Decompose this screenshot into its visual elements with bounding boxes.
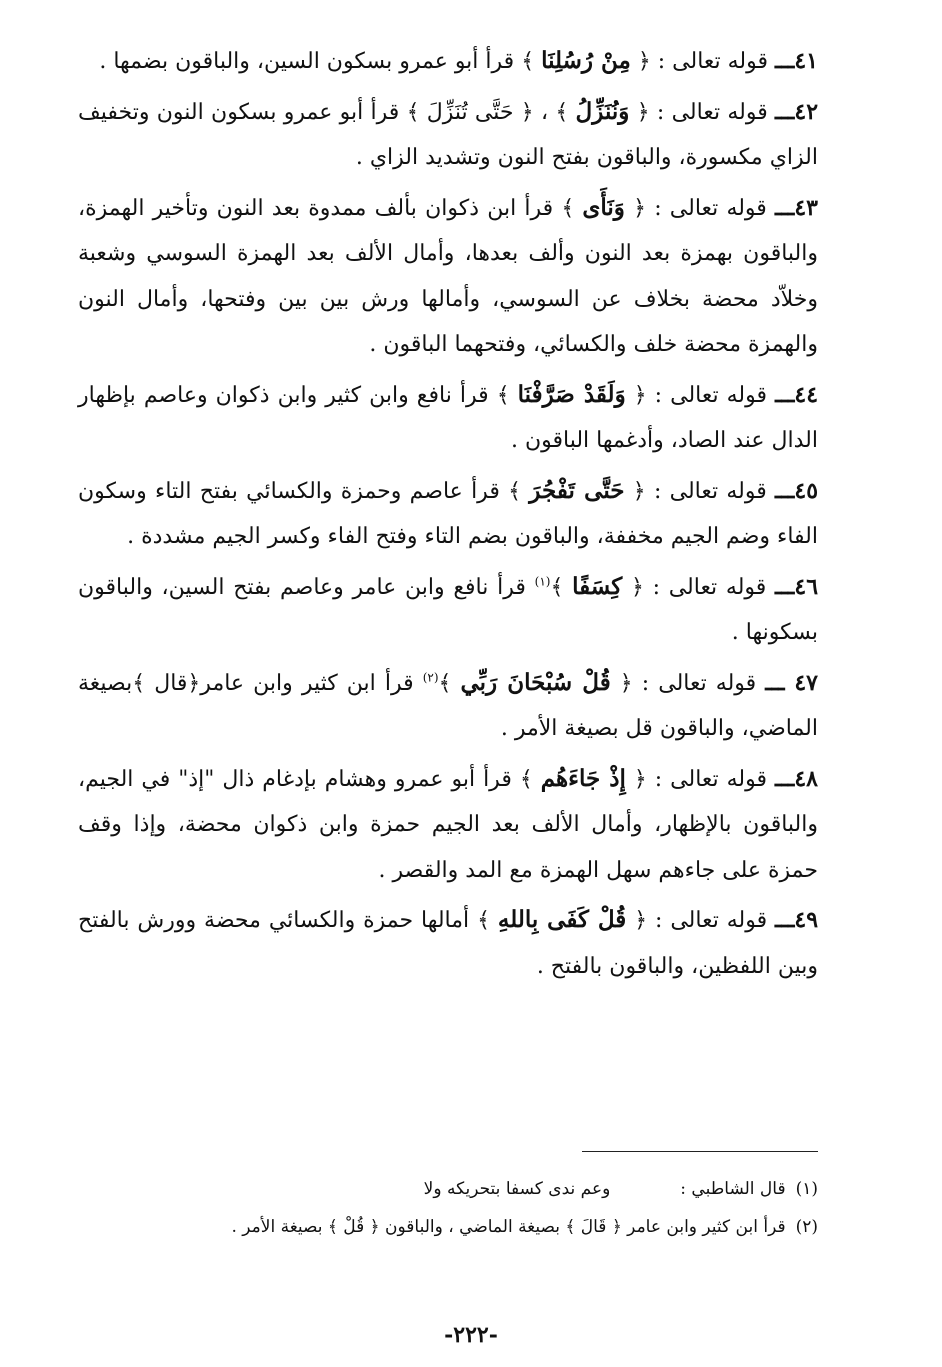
entry-47: [78, 660, 818, 752]
quran-open-bracket: ﴿: [637, 49, 651, 74]
quran-close-bracket: ﴾: [496, 382, 510, 408]
entry-number: ٤٨ـــ: [775, 765, 818, 792]
footnote-number: (١): [795, 1179, 818, 1199]
quran-word: وَلَقَدْ صَرَّفْنَا: [517, 380, 626, 408]
entry-intro: قوله تعالى :: [654, 766, 768, 792]
footnote-1: [78, 1170, 818, 1208]
entry-text: أمالها حمزة والكسائي محضة وورش بالفتح وبين اللفظين، والباقون بالفتح .: [78, 908, 818, 979]
entry-text: قرأ عاصم وحمزة والكسائي بفتح التاء وسكون الفاء وضم الجيم مخففة، والباقون بضم التاء وفتح الفاء وكسر الجيم مشددة .: [78, 478, 818, 549]
entry-intro: قوله تعالى :: [656, 99, 768, 125]
quran-close-bracket: ﴾: [508, 478, 522, 504]
quran-open-bracket: ﴿: [619, 670, 633, 696]
quran-close-bracket: ﴾: [438, 670, 452, 696]
entry-intro: قوله تعالى :: [653, 478, 767, 504]
quran-open-bracket: ﴿: [632, 478, 646, 504]
entry-number: ٤٧ ـــ: [765, 669, 818, 696]
quran-open-bracket: ﴿: [634, 908, 648, 933]
entry-42: [78, 89, 818, 181]
entry-number: ٤٤ـــ: [775, 381, 819, 408]
quran-open-bracket: ﴿: [633, 195, 646, 221]
quran-close-bracket: ﴾: [477, 908, 490, 933]
entry-43: [78, 185, 818, 368]
quran-open-bracket: ﴿: [630, 574, 644, 600]
quran-close-bracket: ﴾: [521, 49, 535, 74]
quran-word: حَتَّى تَفْجُرَ: [529, 476, 625, 504]
entry-intro: قوله تعالى :: [654, 195, 767, 221]
entry-text: قرأ ابن ذكوان بألف ممدوة بعد النون وتأخير الهمزة، والباقون بهمزة بعد النون وألف بعدها، وأمال الألف بعد الهمزة السوسي وشعبة وخلاّد محضة بخلاف عن السوسي، وأمالها ورش بين بين وفتحها، وأمال النون والهمزة محضة خلف والكسائي، وفتحهما الباقون .: [78, 195, 818, 357]
entry-text: قرأ أبو عمرو وهشام بإدغام ذال "إذ" في الجيم، والباقون بالإظهار، وأمال الألف بعد الجيم حمزة وابن ذكوان محضة، وإذا وقف حمزة على جاءهم سهل الهمزة مع المد والقصر .: [78, 766, 818, 883]
entry-49: [78, 897, 818, 989]
footnote-verse: وعم ندى كسفا بتحريكه ولا: [423, 1179, 611, 1199]
entry-number: ٤٩ـــ: [775, 907, 819, 933]
quran-open-bracket: ﴿: [633, 766, 647, 792]
footnote-divider: [582, 1151, 818, 1152]
quran-close-bracket: ﴾: [550, 574, 564, 600]
entry-45: [78, 468, 818, 560]
quran-word: إِذْ جَاءَهُم: [540, 764, 626, 792]
entry-intro: قوله تعالى :: [655, 908, 768, 933]
entry-number: ٤٢ـــ: [775, 98, 819, 125]
footnote-marker: (١): [534, 574, 551, 589]
quran-word: قُلْ كَفَى بِاللهِ: [497, 906, 627, 933]
footnote-marker: (٢): [422, 670, 439, 685]
page-body: [78, 38, 818, 993]
entry-text: قرأ نافع وابن عامر وعاصم بفتح السين، والباقون بسكونها .: [78, 574, 818, 645]
entry-number: ٤٦ـــ: [775, 573, 819, 600]
quran-close-bracket: ﴾: [561, 195, 575, 221]
footnote-2: [78, 1208, 818, 1246]
quran-close-bracket: ﴾: [519, 766, 533, 792]
entry-46: [78, 564, 818, 656]
entry-number: ٤١ـــ: [775, 48, 818, 74]
quran-close-bracket: ﴾: [555, 99, 569, 125]
quran-word: وَنَأَى: [582, 193, 625, 221]
entry-intro: قوله تعالى :: [652, 574, 767, 600]
entry-number: ٤٥ـــ: [775, 477, 819, 504]
quran-word: وَنُنَزِّلُ: [575, 97, 630, 125]
entry-44: [78, 372, 818, 464]
entry-intro: قوله تعالى :: [641, 670, 757, 696]
entry-number: ٤٣ـــ: [775, 194, 818, 221]
quran-word: كِسَفًا: [572, 572, 623, 600]
footnotes: [78, 1170, 818, 1246]
quran-word: مِنْ رُسُلِنَا: [541, 47, 631, 74]
footnote-text: قال الشاطبي :: [680, 1179, 786, 1199]
entry-48: [78, 756, 818, 894]
quran-word: قُلْ سُبْحَانَ رَبِّي: [460, 668, 611, 696]
entry-text: قرأ نافع وابن كثير وابن ذكوان وعاصم بإظهار الدال عند الصاد، وأدغمها الباقون .: [78, 382, 818, 453]
page-number: -٢٢٢-: [444, 1322, 498, 1348]
entry-text: قرأ أبو عمرو بسكون السين، والباقون بضمها .: [99, 49, 515, 74]
entry-41: [78, 38, 818, 85]
quran-open-bracket: ﴿: [636, 99, 650, 125]
footnote-text: قرأ ابن كثير وابن عامر ﴿ قَالَ ﴾ بصيغة الماضي ، والباقون ﴿ قُلْ ﴾ بصيغة الأمر .: [231, 1217, 786, 1237]
footnote-number: (٢): [795, 1217, 818, 1237]
entry-text: ، ﴿ حَتَّى تُنَزِّلَ ﴾ قرأ أبو عمرو بسكون النون وتخفيف الزاي مكسورة، والباقون بفتح النون وتشديد الزاي .: [78, 99, 818, 170]
entry-intro: قوله تعالى :: [654, 382, 768, 408]
quran-open-bracket: ﴿: [633, 382, 647, 408]
entry-text: قرأ ابن كثير وابن عامر﴿قال ﴾بصيغة الماضي، والباقون قل بصيغة الأمر .: [78, 670, 818, 741]
entry-intro: قوله تعالى :: [657, 49, 769, 74]
